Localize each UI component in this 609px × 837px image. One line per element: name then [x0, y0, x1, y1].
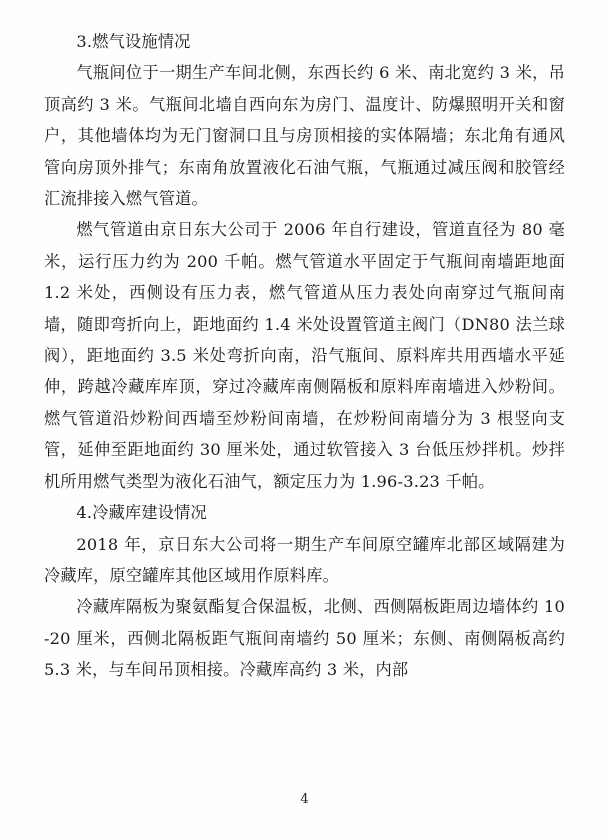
document-body	[44, 26, 565, 686]
section-heading-cold-storage: 4.冷藏库建设情况	[76, 503, 207, 523]
paragraph-gas-cylinder-room: 气瓶间位于一期生产车间北侧，东西长约 6 米、南北宽约 3 米，吊顶高约 3 米。气瓶间北墙自西向东为房门、温度计、防爆照明开关和窗户，其他墙体均为无门窗洞口且与房顶相接的实体隔墙；东北角有通风管向房顶外排气；东南角放置液化石油气瓶，气瓶通过减压阀和胶管经汇流排接入燃气管道。	[44, 63, 565, 209]
paragraph-cold-storage-partition: 冷藏库隔板为聚氨酯复合保温板，北侧、西侧隔板距周边墙体约 10-20 厘米，西侧北隔板距气瓶间南墙约 50 厘米；东侧、南侧隔板高约 5.3 米，与车间吊顶相接。冷藏库高约 3 米，内部	[44, 597, 565, 680]
page-number: 4	[300, 792, 309, 807]
section-heading-gas-facilities: 3.燃气设施情况	[76, 32, 191, 51]
paragraph-gas-pipeline: 燃气管道由京日东大公司于 2006 年自行建设，管道直径为 80 毫米，运行压力约为 200 千帕。燃气管道水平固定于气瓶间南墙距地面 1.2 米处，西侧设有压力表，燃气管道从压力表处向南穿过气瓶间南墙，随即弯折向上，距地面约 1.4 米处设置管道主阀门（DN80 法兰球阀），距地面约 3.5 米处弯折向南，沿气瓶间、原料库共用西墙水平延伸，跨越冷藏库库顶，穿过冷藏库南侧隔板和原料库南墙进入炒粉间。燃气管道沿炒粉间西墙至炒粉间南墙，在炒粉间南墙分为 3 根竖向支管，延伸至距地面约 30 厘米处，通过软管接入 3 台低压炒拌机。炒拌机所用燃气类型为液化石油气，额定压力为 1.96-3.23 千帕。	[44, 220, 565, 491]
paragraph-cold-storage-construction: 2018 年，京日东大公司将一期生产车间原空罐库北部区域隔建为冷藏库，原空罐库其他区域用作原料库。	[44, 534, 565, 585]
